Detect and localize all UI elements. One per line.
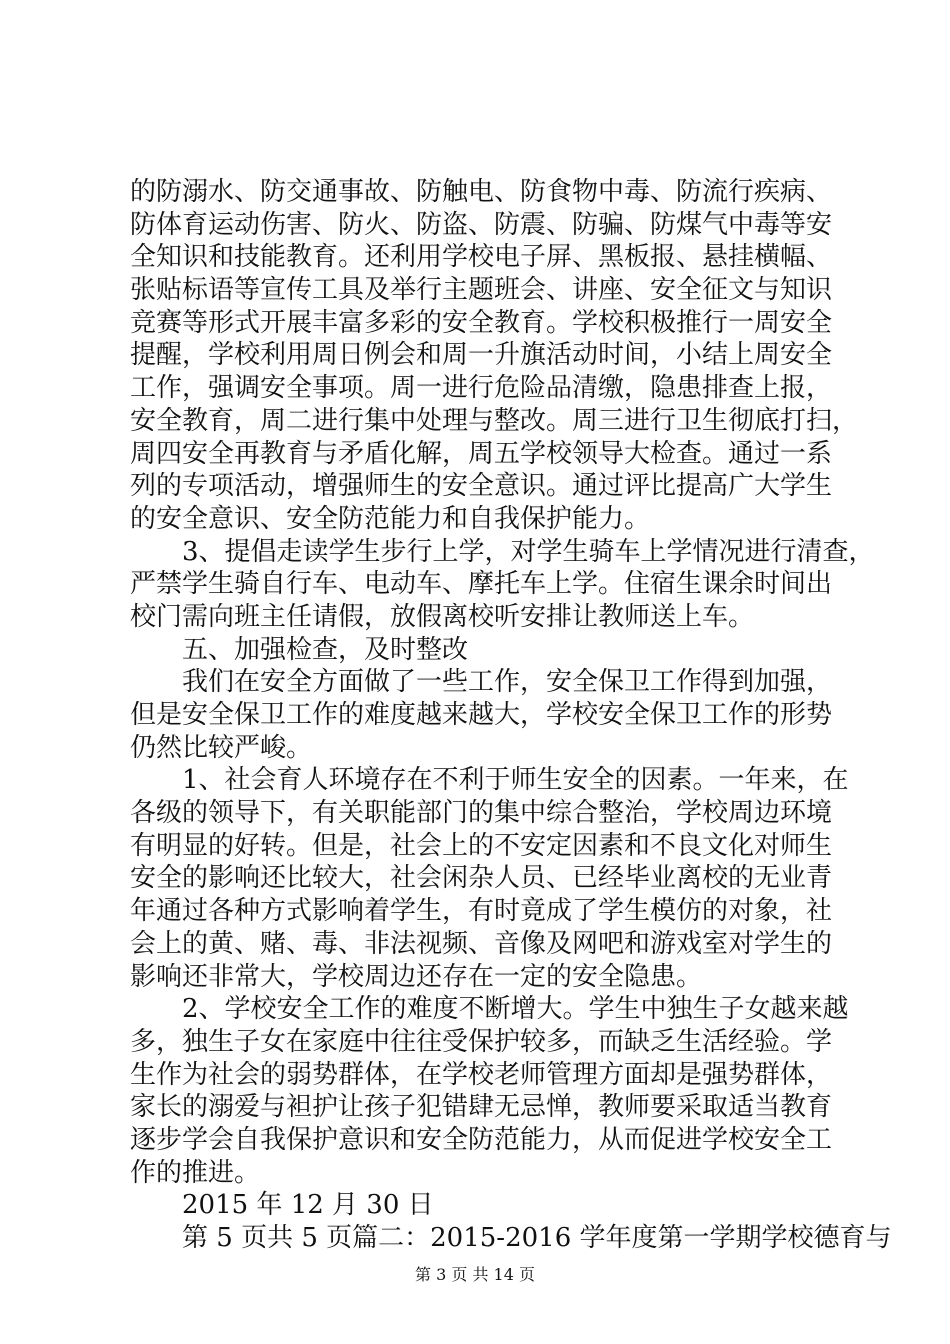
text-line: 1、社会育人环境存在不利于师生安全的因素。一年来，在 — [182, 765, 849, 796]
text-line: 第 5 页共 5 页篇二：2015-2016 学年度第一学期学校德育与 — [182, 1223, 892, 1253]
text-line: 安全的影响还比较大，社会闲杂人员、已经毕业离校的无业青 — [130, 863, 833, 894]
text-line: 影响还非常大，学校周边还存在一定的安全隐患。 — [130, 961, 703, 992]
document-body — [130, 176, 892, 1255]
text-line: 仍然比较严峻。 — [130, 732, 313, 763]
text-line: 2015 年 12 月 30 日 — [182, 1190, 434, 1221]
text-line: 的防溺水、防交通事故、防触电、防食物中毒、防流行疾病、 — [130, 177, 833, 207]
page-footer: 第 3 页 共 14 页 — [415, 1265, 535, 1284]
text-line: 2、学校安全工作的难度不断增大。学生中独生子女越来越 — [182, 994, 849, 1025]
text-line: 有明显的好转。但是，社会上的不安定因素和不良文化对师生 — [130, 830, 833, 861]
text-line: 3、提倡走读学生步行上学，对学生骑车上学情况进行清查， — [182, 536, 875, 567]
text-line: 严禁学生骑自行车、电动车、摩托车上学。住宿生课余时间出 — [130, 569, 833, 600]
text-line: 周四安全再教育与矛盾化解，周五学校领导大检查。通过一系 — [130, 438, 833, 469]
text-line: 防体育运动伤害、防火、防盗、防震、防骗、防煤气中毒等安 — [130, 209, 833, 240]
text-line: 会上的黄、赌、毒、非法视频、音像及网吧和游戏室对学生的 — [130, 928, 833, 959]
text-line: 安全教育，周二进行集中处理与整改。周三进行卫生彻底打扫， — [130, 405, 859, 436]
text-line: 作的推进。 — [130, 1157, 261, 1188]
text-line: 竞赛等形式开展丰富多彩的安全教育。学校积极推行一周安全 — [130, 307, 833, 338]
text-line: 年通过各种方式影响着学生，有时竟成了学生模仿的对象，社 — [130, 896, 833, 927]
text-line: 列的专项活动，增强师生的安全意识。通过评比提高广大学生 — [130, 471, 833, 502]
text-line: 我们在安全方面做了一些工作，安全保卫工作得到加强， — [182, 667, 833, 698]
text-line: 工作，强调安全事项。周一进行危险品清缴，隐患排查上报， — [130, 373, 833, 404]
text-line: 逐步学会自我保护意识和安全防范能力，从而促进学校安全工 — [130, 1124, 833, 1155]
text-line: 生作为社会的弱势群体，在学校老师管理方面却是强势群体， — [130, 1059, 833, 1090]
text-line: 家长的溺爱与袒护让孩子犯错肆无忌惮，教师要采取适当教育 — [130, 1092, 833, 1123]
text-line: 的安全意识、安全防范能力和自我保护能力。 — [130, 503, 651, 534]
text-line: 各级的领导下，有关职能部门的集中综合整治，学校周边环境 — [130, 798, 833, 829]
text-line: 多，独生子女在家庭中往往受保护较多，而缺乏生活经验。学 — [130, 1026, 833, 1057]
text-line: 校门需向班主任请假，放假离校听安排让教师送上车。 — [130, 601, 755, 632]
text-line: 五、加强检查，及时整改 — [182, 634, 469, 665]
text-line: 全知识和技能教育。还利用学校电子屏、黑板报、悬挂横幅、 — [130, 242, 833, 273]
text-line: 提醒，学校利用周日例会和周一升旗活动时间，小结上周安全 — [130, 340, 833, 371]
text-line: 张贴标语等宣传工具及举行主题班会、讲座、安全征文与知识 — [130, 275, 833, 306]
text-line: 但是安全保卫工作的难度越来越大，学校安全保卫工作的形势 — [130, 700, 833, 730]
